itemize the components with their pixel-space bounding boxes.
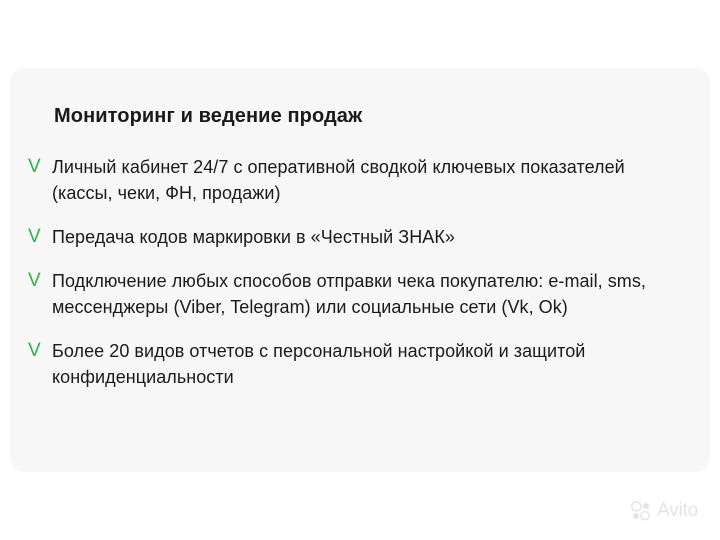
check-icon: V [28, 156, 41, 177]
feature-list [28, 154, 676, 390]
list-item-label: Более 20 видов отчетов с персональной настройкой и защитой конфиденциальности [52, 341, 586, 387]
check-icon: V [28, 270, 41, 291]
list-item-label: Передача кодов маркировки в «Честный ЗНАК» [52, 227, 455, 247]
list-item-label: Личный кабинет 24/7 с оперативной сводкой ключевых показателей (кассы, чеки, ФН, продажи) [52, 157, 625, 203]
list-item [28, 268, 676, 320]
list-item [28, 154, 676, 206]
page-title: Мониторинг и ведение продаж [54, 105, 363, 127]
watermark-label: Avito [657, 500, 698, 521]
watermark [630, 500, 698, 522]
avito-logo-icon [630, 500, 652, 522]
feature-card [10, 68, 710, 472]
check-icon: V [28, 226, 41, 247]
card-content [28, 104, 676, 390]
check-icon: V [28, 340, 41, 361]
list-item [28, 224, 676, 250]
list-item [28, 338, 676, 390]
list-item-label: Подключение любых способов отправки чека покупателю: e-mail, sms, мессенджеры (Viber, Telegram) или социальные сети (Vk, Ok) [52, 271, 646, 317]
